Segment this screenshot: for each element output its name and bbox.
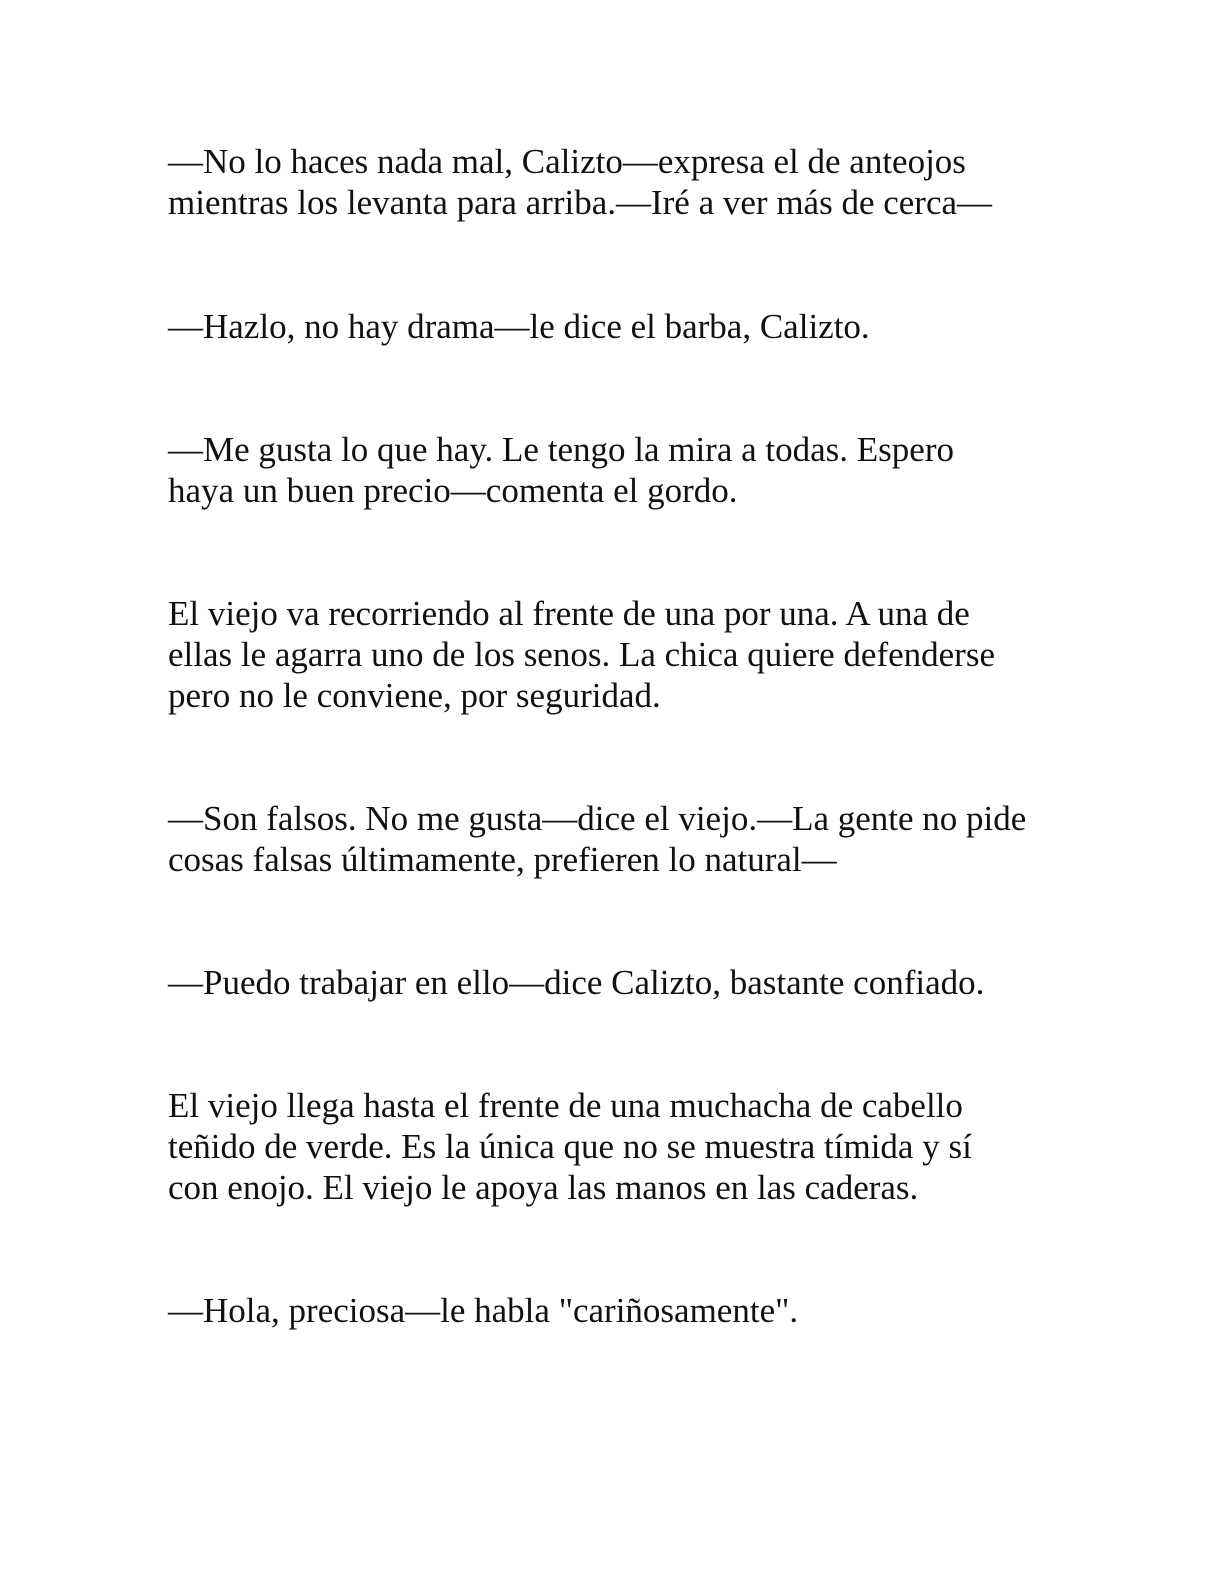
text-line: El viejo llega hasta el frente de una muchacha de cabello [168,1086,963,1125]
paragraph-dialogue-viejo [168,798,1068,880]
paragraph-dialogue-gordo [168,429,1068,511]
text-line: pero no le conviene, por seguridad. [168,676,661,715]
text-line: —Me gusta lo que hay. Le tengo la mira a todas. Espero [168,430,954,469]
paragraph-dialogue-anteojos [168,141,1068,223]
text-line: cosas falsas últimamente, prefieren lo natural— [168,840,837,879]
text-line: —Son falsos. No me gusta—dice el viejo.—La gente no pide [168,799,1027,838]
text-line: haya un buen precio—comenta el gordo. [168,471,738,510]
paragraph-narration-muchacha [168,1085,1068,1208]
text-line: con enojo. El viejo le apoya las manos en las caderas. [168,1168,919,1207]
text-line: El viejo va recorriendo al frente de una por una. A una de [168,594,970,633]
text-line: teñido de verde. Es la única que no se muestra tímida y sí [168,1127,972,1166]
paragraph-narration-viejo-recorre [168,593,1068,716]
text-line: —Hola, preciosa—le habla "cariñosamente". [168,1291,799,1330]
text-line: mientras los levanta para arriba.—Iré a ver más de cerca— [168,183,993,222]
text-line: ellas le agarra uno de los senos. La chica quiere defenderse [168,635,995,674]
text-line: —Hazlo, no hay drama—le dice el barba, Calizto. [168,307,870,346]
paragraph-dialogue-barba [168,306,1068,347]
paragraph-dialogue-calizto [168,962,1068,1003]
paragraph-dialogue-hola [168,1290,1068,1331]
text-line: —No lo haces nada mal, Calizto—expresa el de anteojos [168,142,966,181]
text-line: —Puedo trabajar en ello—dice Calizto, bastante confiado. [168,963,985,1002]
